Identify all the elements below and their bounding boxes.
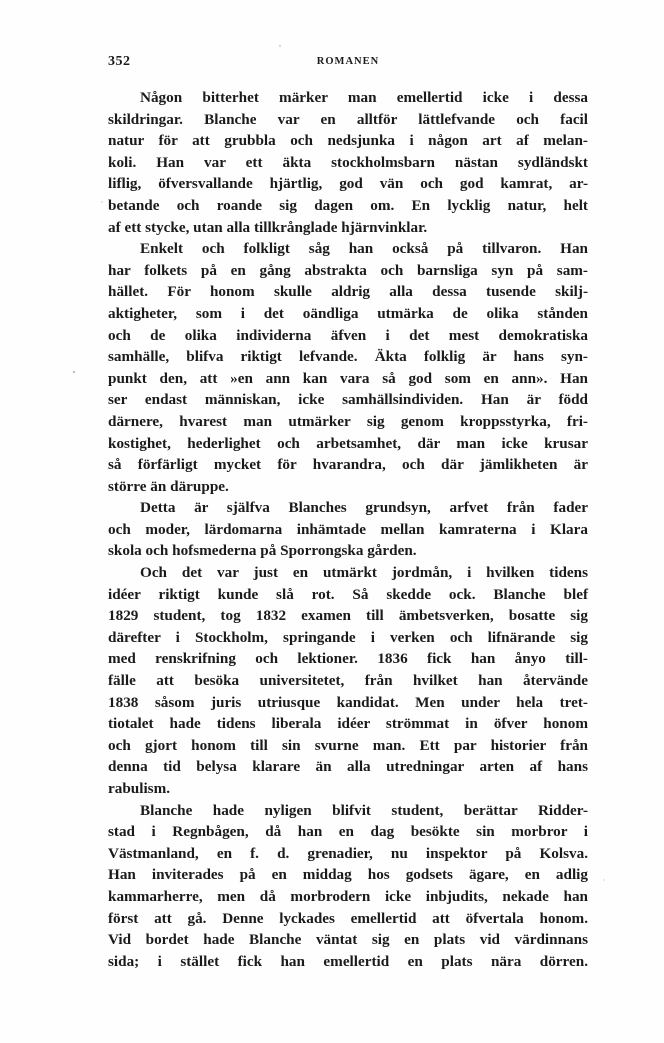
text-line: och gjort honom till sin svurne man. Ett par historier från	[108, 736, 588, 754]
text-line: med renskrifning och lektioner. 1836 fick han ånyo till-	[108, 650, 588, 668]
text-line: hället. För honom skulle aldrig alla dessa tusende skilj-	[108, 283, 588, 301]
text-line: först att gå. Denne lyckades emellertid att öfvertala honom.	[108, 909, 588, 927]
speck	[279, 45, 280, 46]
text-line: af ett stycke, utan alla tillkrånglade hjärnvinklar.	[108, 218, 428, 236]
text-line: idéer riktigt kunde slå rot. Så skedde ock. Blanche blef	[108, 585, 588, 603]
text-line: sida; i stället fick han emellertid en plats nära dörren.	[108, 952, 588, 970]
text-line: kammarherre, men då morbrodern icke inbjudits, nekade han	[108, 887, 588, 905]
text-line: denna tid belysa klarare än alla utredningar arten af hans	[108, 758, 588, 776]
running-title: ROMANEN	[316, 56, 380, 67]
text-line: därnere, hvarest man utmärker sig genom kroppsstyrka, fri-	[108, 412, 588, 430]
text-line: Västmanland, en f. d. grenadier, nu inspektor på Kolsva.	[108, 844, 588, 862]
text-line: och de olika individerna äfven i det mest demokratiska	[108, 326, 588, 344]
text-line: ser endast människan, icke samhällsindividen. Han är född	[108, 391, 588, 409]
text-line: därefter i Stockholm, springande i verken och lifnärande sig	[108, 628, 588, 646]
speck	[101, 201, 102, 202]
page-number: 352	[108, 54, 131, 69]
text-line: rabulism.	[108, 780, 171, 797]
text-line: Detta är själfva Blanches grundsyn, arfvet från fader	[140, 499, 588, 517]
text-line: kostighet, hederlighet och arbetsamhet, där man icke krusar	[108, 434, 588, 452]
text-line: Någon bitterhet märker man emellertid icke i dessa	[140, 89, 588, 106]
text-line: liflig, öfversvallande hjärtlig, god vän och god kamrat, ar-	[108, 175, 588, 193]
text-line: Han inviterades på en middag hos godsets ägare, en adlig	[108, 866, 588, 884]
text-line: punkt den, att »en ann kan vara så god som en ann». Han	[108, 369, 588, 387]
text-line: stad i Regnbågen, då han en dag besökte sin morbror i	[108, 823, 588, 841]
text-line: och moder, lärdomarna inhämtade mellan kamraterna i Klara	[108, 520, 588, 538]
text-line: Enkelt och folkligt såg han också på tillvaron. Han	[140, 240, 588, 258]
text-line: koli. Han var ett äkta stockholmsbarn nästan sydländskt	[108, 153, 588, 171]
text-line: så förfärligt mycket för hvarandra, och där jämlikheten är	[108, 456, 588, 474]
body-text	[108, 87, 588, 972]
text-line: större än däruppe.	[108, 477, 229, 495]
text-line: skola och hofsmederna på Sporrongska gården.	[108, 542, 417, 560]
text-line: samhälle, blifva riktigt lefvande. Äkta folklig är hans syn-	[108, 348, 588, 366]
text-line: Blanche hade nyligen blifvit student, berättar Ridder-	[140, 801, 588, 819]
text-line: Och det var just en utmärkt jordmån, i hvilken tidens	[140, 564, 588, 582]
text-line: skildringar. Blanche var en alltför lättlefvande och facil	[108, 110, 588, 128]
text-line: aktigheter, som i det oändliga utmärka de olika stånden	[108, 304, 588, 322]
text-line: fälle att besöka universitetet, från hvilket han återvände	[108, 672, 588, 690]
page-header	[108, 54, 588, 74]
speck	[603, 879, 604, 880]
text-line: har folkets på en gång abstrakta och barnsliga syn på sam-	[108, 261, 588, 279]
text-line: betande och roande sig dagen om. En lycklig natur, helt	[108, 196, 588, 214]
text-line: 1838 såsom juris utriusque kandidat. Men under hela tret-	[108, 693, 588, 711]
speck	[73, 371, 75, 373]
text-line: natur för att grubbla och nedsjunka i någon art af melan-	[108, 132, 588, 150]
text-line: 1829 student, tog 1832 examen till ämbetsverken, bosatte sig	[108, 607, 588, 625]
text-line: Vid bordet hade Blanche väntat sig en plats vid värdinnans	[108, 931, 588, 949]
text-line: tiotalet hade tidens liberala idéer strömmat in öfver honom	[108, 715, 588, 733]
